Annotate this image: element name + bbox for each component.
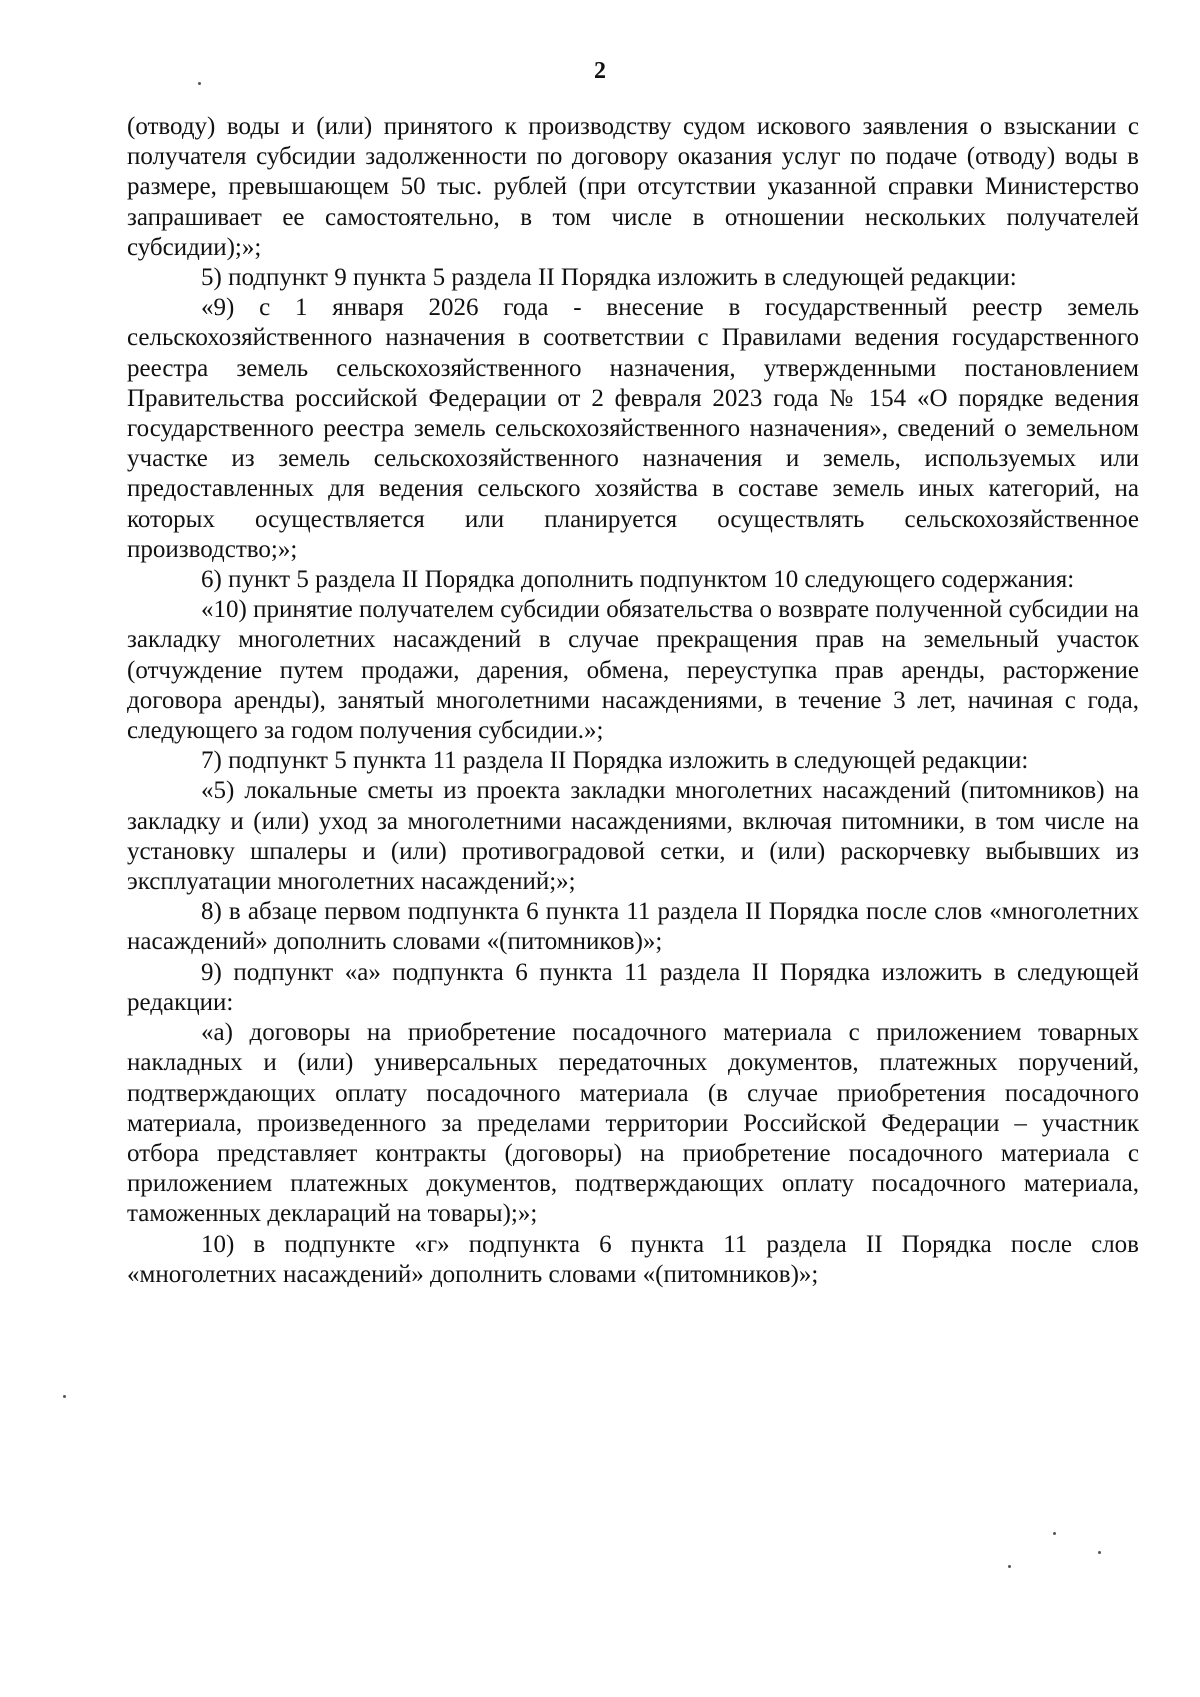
paragraph-item-9: 9) подпункт «а» подпункта 6 пункта 11 раздела II Порядка изложить в следующей редакции: <box>127 958 1139 1016</box>
paragraph-item-6: 6) пункт 5 раздела II Порядка дополнить подпунктом 10 следующего содержания: <box>201 566 1075 594</box>
paragraph-item-8: 8) в абзаце первом подпункта 6 пункта 11 раздела II Порядка после слов «многолетних насаждений» дополнить словами «(питомников)»; <box>127 898 1139 956</box>
page-number: 2 <box>594 58 606 84</box>
paragraph-item-5-text: «9) с 1 января 2026 года - внесение в государственный реестр земель сельскохозяйственного назначения в соответствии с Правилами ведения государственного реестра земель сельскохозяйственного назначения, утвержденными постановлением Правительства российской Федерации от 2 февраля 2023 года № 154 «О порядке ведения государственного реестра земель сельскохозяйственного назначения», сведений о земельном участке из земель сельскохозяйственного назначения и земель, используемых или предоставленных для ведения сельского хозяйства в составе земель иных категорий, на которых осуществляется или планируется осуществлять сельскохозяйственное производство;»; <box>127 294 1139 563</box>
paragraph-item-7-text: «5) локальные сметы из проекта закладки многолетних насаждений (питомников) на закладку и (или) уход за многолетними насаждениями, включая питомники, в том числе на установку шпалеры и (или) противоградовой сетки, и (или) раскорчевку выбывших из эксплуатации многолетних насаждений;»; <box>127 777 1139 896</box>
scan-speck <box>63 1395 66 1398</box>
paragraph-item-10: 10) в подпункте «г» подпункта 6 пункта 11 раздела II Порядка после слов «многолетних насаждений» дополнить словами «(питомников)»; <box>127 1230 1139 1288</box>
paragraph-item-6-text: «10) принятие получателем субсидии обязательства о возврате полученной субсидии на закладку многолетних насаждений в случае прекращения прав на земельный участок (отчуждение путем продажи, дарения, обмена, переуступка прав аренды, расторжение договора аренды), занятый многолетними насаждениями, в течение 3 лет, начиная с года, следующего за годом получения субсидии.»; <box>127 596 1139 745</box>
scan-speck <box>1008 1565 1011 1568</box>
paragraph-continuation: (отводу) воды и (или) принятого к производству судом искового заявления о взыскании с получателя субсидии задолженности по договору оказания услуг по подаче (отводу) воды в размере, превышающем 50 тыс. рублей (при отсутствии указанной справки Министерство запрашивает ее самостоятельно, в том числе в отношении нескольких получателей субсидии);»; <box>127 113 1139 261</box>
paragraph-item-9-text: «а) договоры на приобретение посадочного материала с приложением товарных накладных и (или) универсальных передаточных документов, платежных поручений, подтверждающих оплату посадочного материала (в случае приобретения посадочного материала, произведенного за пределами территории Российской Федерации – участник отбора представляет контракты (договоры) на приобретение посадочного материала с приложением платежных документов, подтверждающих оплату посадочного материала, таможенных деклараций на товары);»; <box>127 1019 1139 1228</box>
scan-speck <box>1098 1551 1101 1554</box>
scan-speck <box>198 82 201 85</box>
scan-speck <box>1053 1532 1056 1535</box>
paragraph-item-5: 5) подпункт 9 пункта 5 раздела II Порядка изложить в следующей редакции: <box>201 264 1017 292</box>
paragraph-item-7: 7) подпункт 5 пункта 11 раздела II Порядка изложить в следующей редакции: <box>201 747 1029 775</box>
document-body <box>127 112 1139 1290</box>
